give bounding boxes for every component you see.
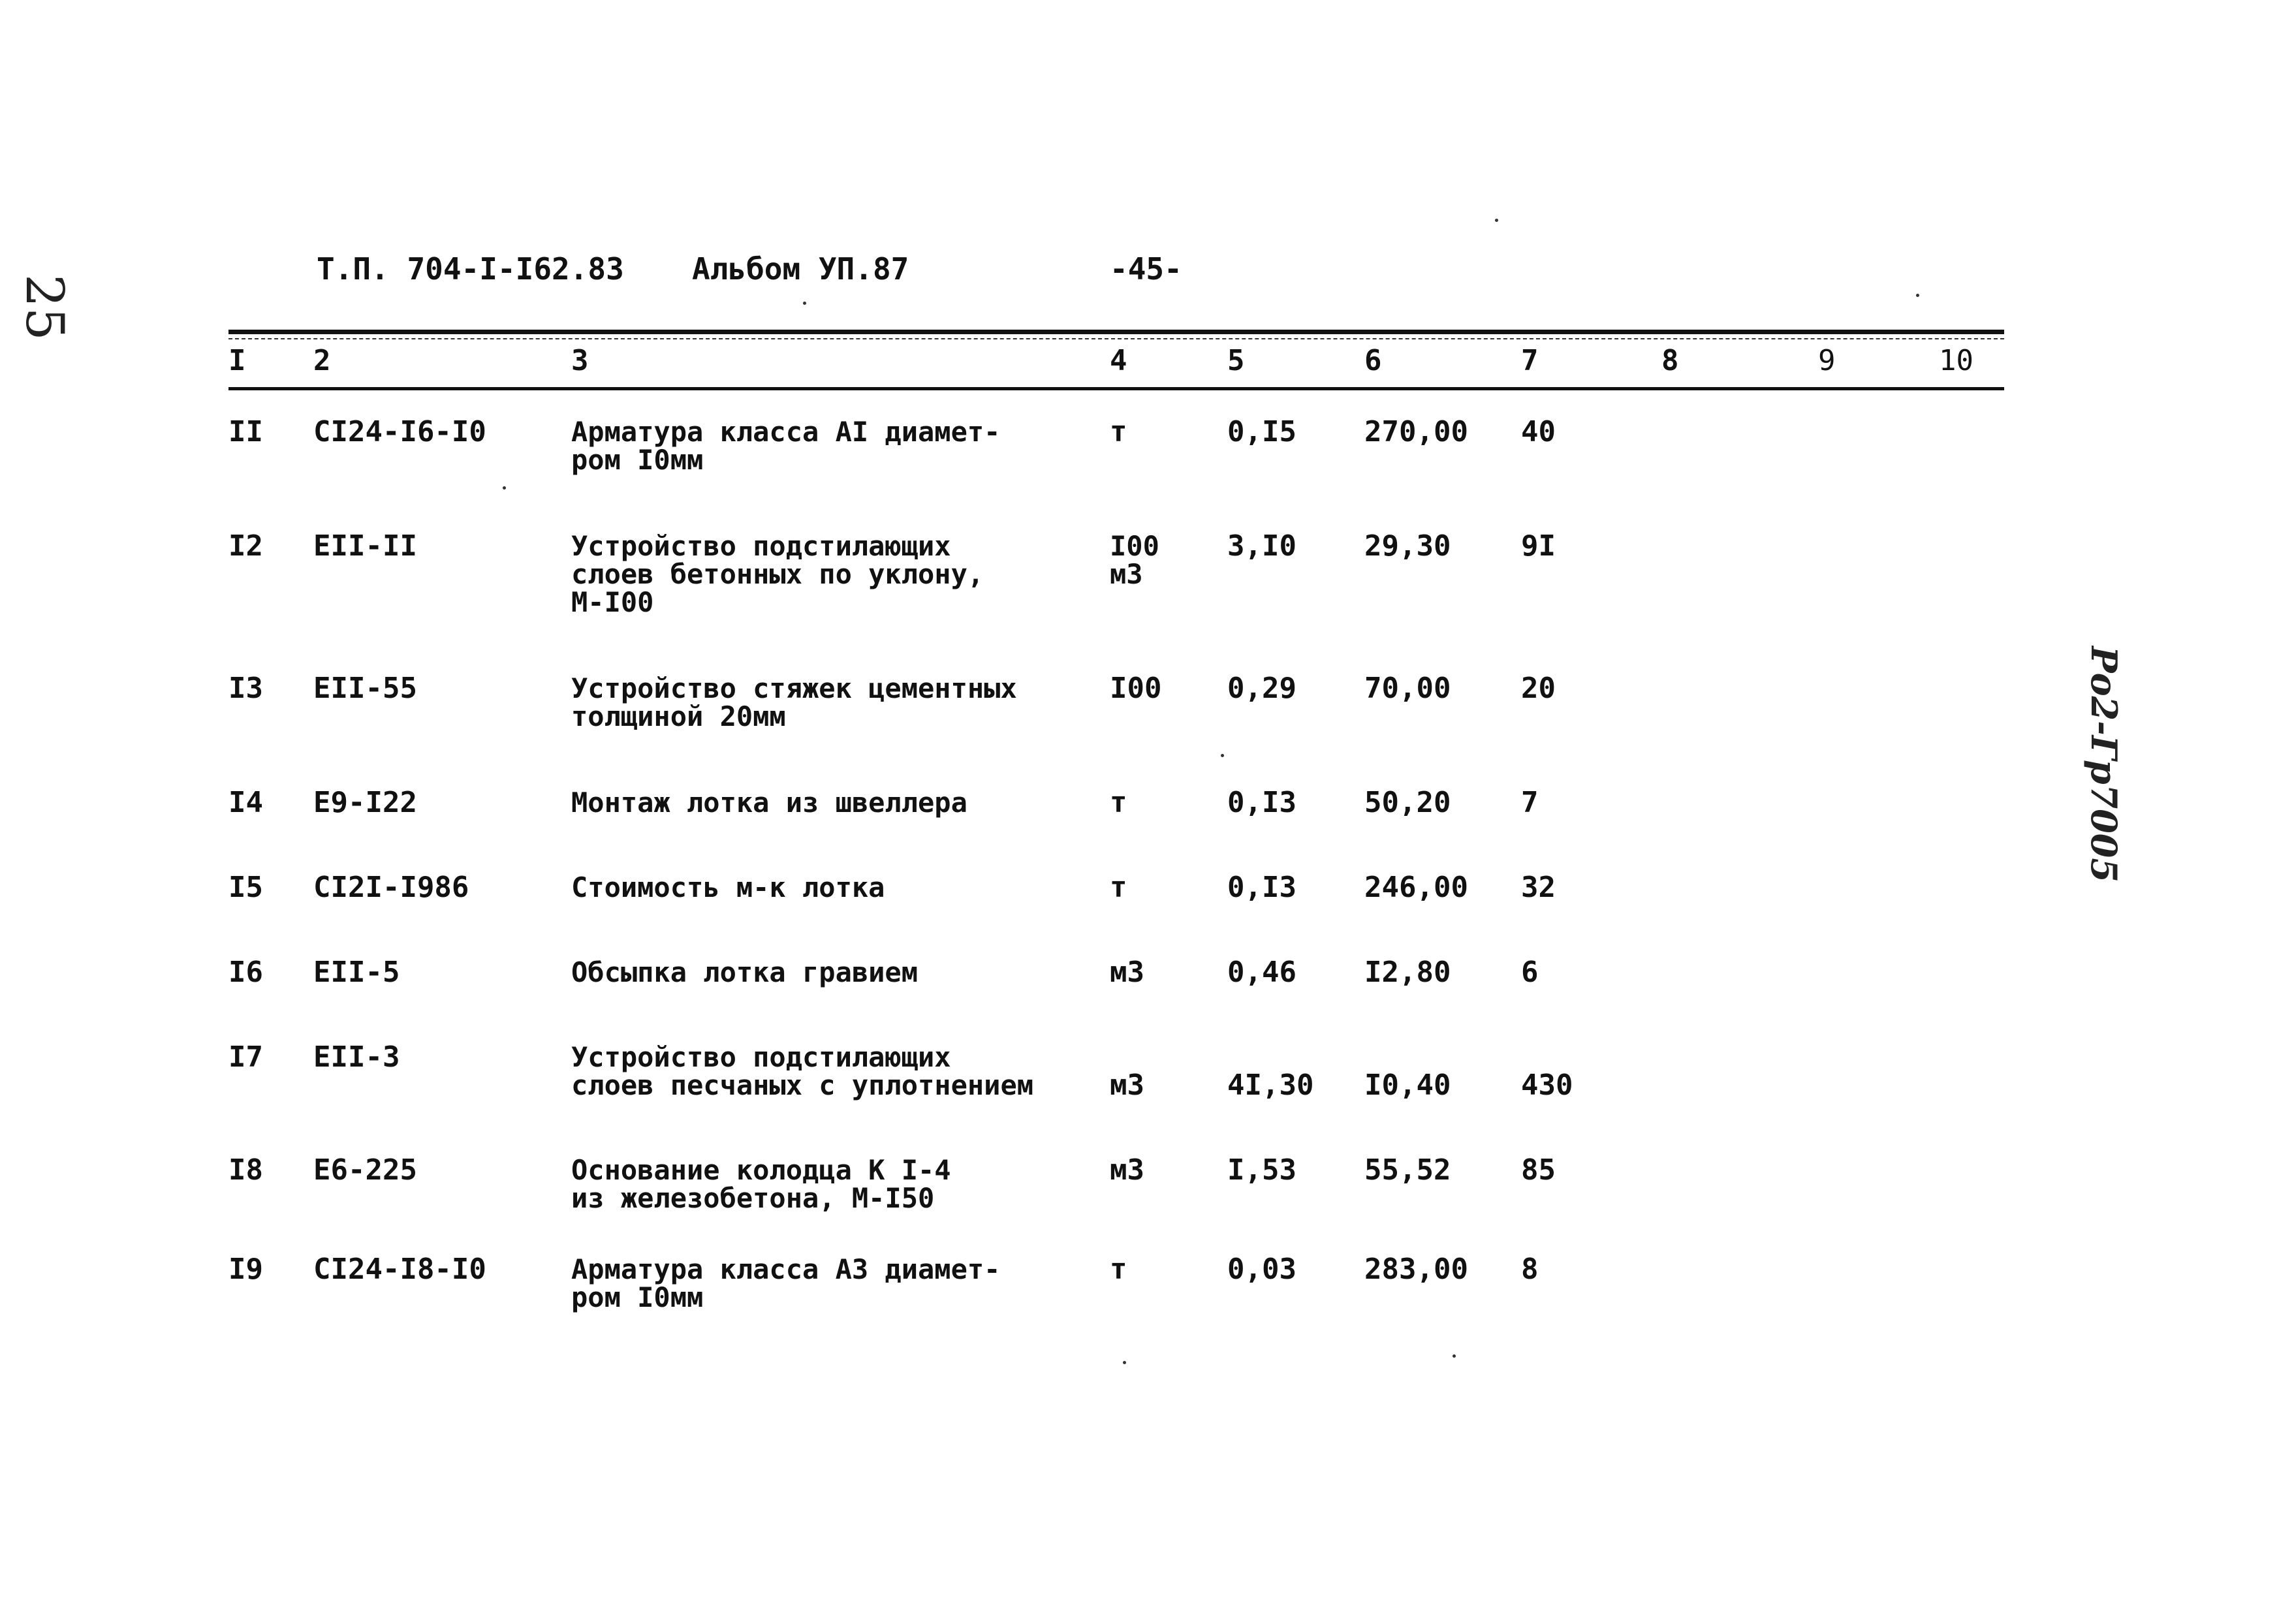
row-7-code: EII-3 bbox=[313, 1040, 400, 1074]
row-2-unit: I00 м3 bbox=[1110, 530, 1159, 590]
row-1-description: Арматура класса AI диамет- ром I0мм bbox=[571, 416, 1001, 476]
table-top-rule bbox=[228, 330, 2004, 334]
row-2-description: Устройство подстилающих слоев бетонных по уклону, М-I00 bbox=[571, 530, 984, 618]
row-3-price: 70,00 bbox=[1364, 672, 1451, 705]
scan-speck bbox=[1495, 219, 1498, 222]
row-3-unit: I00 bbox=[1110, 672, 1162, 705]
row-5-price: 246,00 bbox=[1364, 871, 1468, 904]
row-8-number: I8 bbox=[228, 1153, 263, 1187]
scan-speck bbox=[1221, 754, 1224, 757]
row-2-quantity: 3,I0 bbox=[1227, 529, 1296, 563]
album-label: Альбом УП.87 bbox=[692, 251, 909, 287]
row-1-number: II bbox=[228, 415, 263, 448]
row-7-total: 430 bbox=[1521, 1069, 1573, 1102]
scan-speck bbox=[803, 302, 806, 305]
row-3-code: EII-55 bbox=[313, 672, 417, 705]
row-6-total: 6 bbox=[1521, 956, 1539, 989]
col-head-4: 4 bbox=[1110, 344, 1127, 377]
table-top-rule-dashed bbox=[228, 338, 2004, 339]
row-3-quantity: 0,29 bbox=[1227, 672, 1296, 705]
row-6-price: I2,80 bbox=[1364, 956, 1451, 989]
row-8-total: 85 bbox=[1521, 1153, 1556, 1187]
row-3-total: 20 bbox=[1521, 672, 1556, 705]
row-5-unit: т bbox=[1110, 871, 1127, 904]
row-6-number: I6 bbox=[228, 956, 263, 989]
row-4-price: 50,20 bbox=[1364, 786, 1451, 819]
row-1-price: 270,00 bbox=[1364, 415, 1468, 448]
scan-speck bbox=[1123, 1361, 1126, 1364]
row-8-unit: м3 bbox=[1110, 1153, 1144, 1187]
col-head-2: 2 bbox=[313, 344, 331, 377]
row-8-description: Основание колодца К I-4 из железобетона, М-I50 bbox=[571, 1154, 951, 1214]
row-4-unit: т bbox=[1110, 786, 1127, 819]
row-7-unit: м3 bbox=[1110, 1069, 1144, 1102]
row-5-code: CI2I-I986 bbox=[313, 871, 469, 904]
col-head-8: 8 bbox=[1661, 344, 1679, 377]
row-6-quantity: 0,46 bbox=[1227, 956, 1296, 989]
col-head-5: 5 bbox=[1227, 344, 1245, 377]
side-handwritten-note: Ро2-Гр7005 bbox=[2083, 646, 2125, 882]
row-4-description: Монтаж лотка из швеллера bbox=[571, 787, 967, 819]
row-1-unit: т bbox=[1110, 415, 1127, 448]
row-7-quantity: 4I,30 bbox=[1227, 1069, 1314, 1102]
scan-speck bbox=[503, 486, 506, 490]
col-head-3: 3 bbox=[571, 344, 589, 377]
row-2-total: 9I bbox=[1521, 529, 1556, 563]
row-4-quantity: 0,I3 bbox=[1227, 786, 1296, 819]
row-3-description: Устройство стяжек цементных толщиной 20мм bbox=[571, 672, 1017, 732]
scan-speck bbox=[1453, 1354, 1456, 1358]
row-7-description: Устройство подстилающих слоев песчаных с уплотнением bbox=[571, 1041, 1034, 1101]
row-5-number: I5 bbox=[228, 871, 263, 904]
margin-page-number: 25 bbox=[14, 274, 75, 341]
row-6-code: EII-5 bbox=[313, 956, 400, 989]
row-2-price: 29,30 bbox=[1364, 529, 1451, 563]
row-8-price: 55,52 bbox=[1364, 1153, 1451, 1187]
row-1-code: CI24-I6-I0 bbox=[313, 415, 486, 448]
row-6-description: Обсыпка лотка гравием bbox=[571, 956, 919, 988]
row-6-unit: м3 bbox=[1110, 956, 1144, 989]
row-4-number: I4 bbox=[228, 786, 263, 819]
row-5-total: 32 bbox=[1521, 871, 1556, 904]
row-9-code: CI24-I8-I0 bbox=[313, 1253, 486, 1286]
row-9-number: I9 bbox=[228, 1253, 263, 1286]
row-4-code: E9-I22 bbox=[313, 786, 417, 819]
row-5-description: Стоимость м-к лотка bbox=[571, 871, 885, 903]
col-head-9: 9 bbox=[1818, 344, 1836, 377]
row-9-description: Арматура класса А3 диамет- ром I0мм bbox=[571, 1253, 1001, 1313]
scan-speck bbox=[1916, 294, 1919, 297]
row-5-quantity: 0,I3 bbox=[1227, 871, 1296, 904]
row-4-total: 7 bbox=[1521, 786, 1539, 819]
row-9-quantity: 0,03 bbox=[1227, 1253, 1296, 1286]
row-1-total: 40 bbox=[1521, 415, 1556, 448]
row-3-number: I3 bbox=[228, 672, 263, 705]
col-head-6: 6 bbox=[1364, 344, 1382, 377]
row-2-number: I2 bbox=[228, 529, 263, 563]
page-number: -45- bbox=[1110, 251, 1182, 287]
row-7-number: I7 bbox=[228, 1040, 263, 1074]
col-head-1: I bbox=[228, 344, 246, 377]
col-head-10: 10 bbox=[1939, 344, 1973, 377]
row-9-price: 283,00 bbox=[1364, 1253, 1468, 1286]
col-head-7: 7 bbox=[1521, 344, 1539, 377]
row-7-price: I0,40 bbox=[1364, 1069, 1451, 1102]
row-9-unit: т bbox=[1110, 1253, 1127, 1286]
row-8-quantity: I,53 bbox=[1227, 1153, 1296, 1187]
row-2-code: EII-II bbox=[313, 529, 417, 563]
row-8-code: E6-225 bbox=[313, 1153, 417, 1187]
doc-code: Т.П. 704-I-I62.83 bbox=[317, 251, 624, 287]
row-9-total: 8 bbox=[1521, 1253, 1539, 1286]
row-1-quantity: 0,I5 bbox=[1227, 415, 1296, 448]
table-header-rule bbox=[228, 387, 2004, 390]
